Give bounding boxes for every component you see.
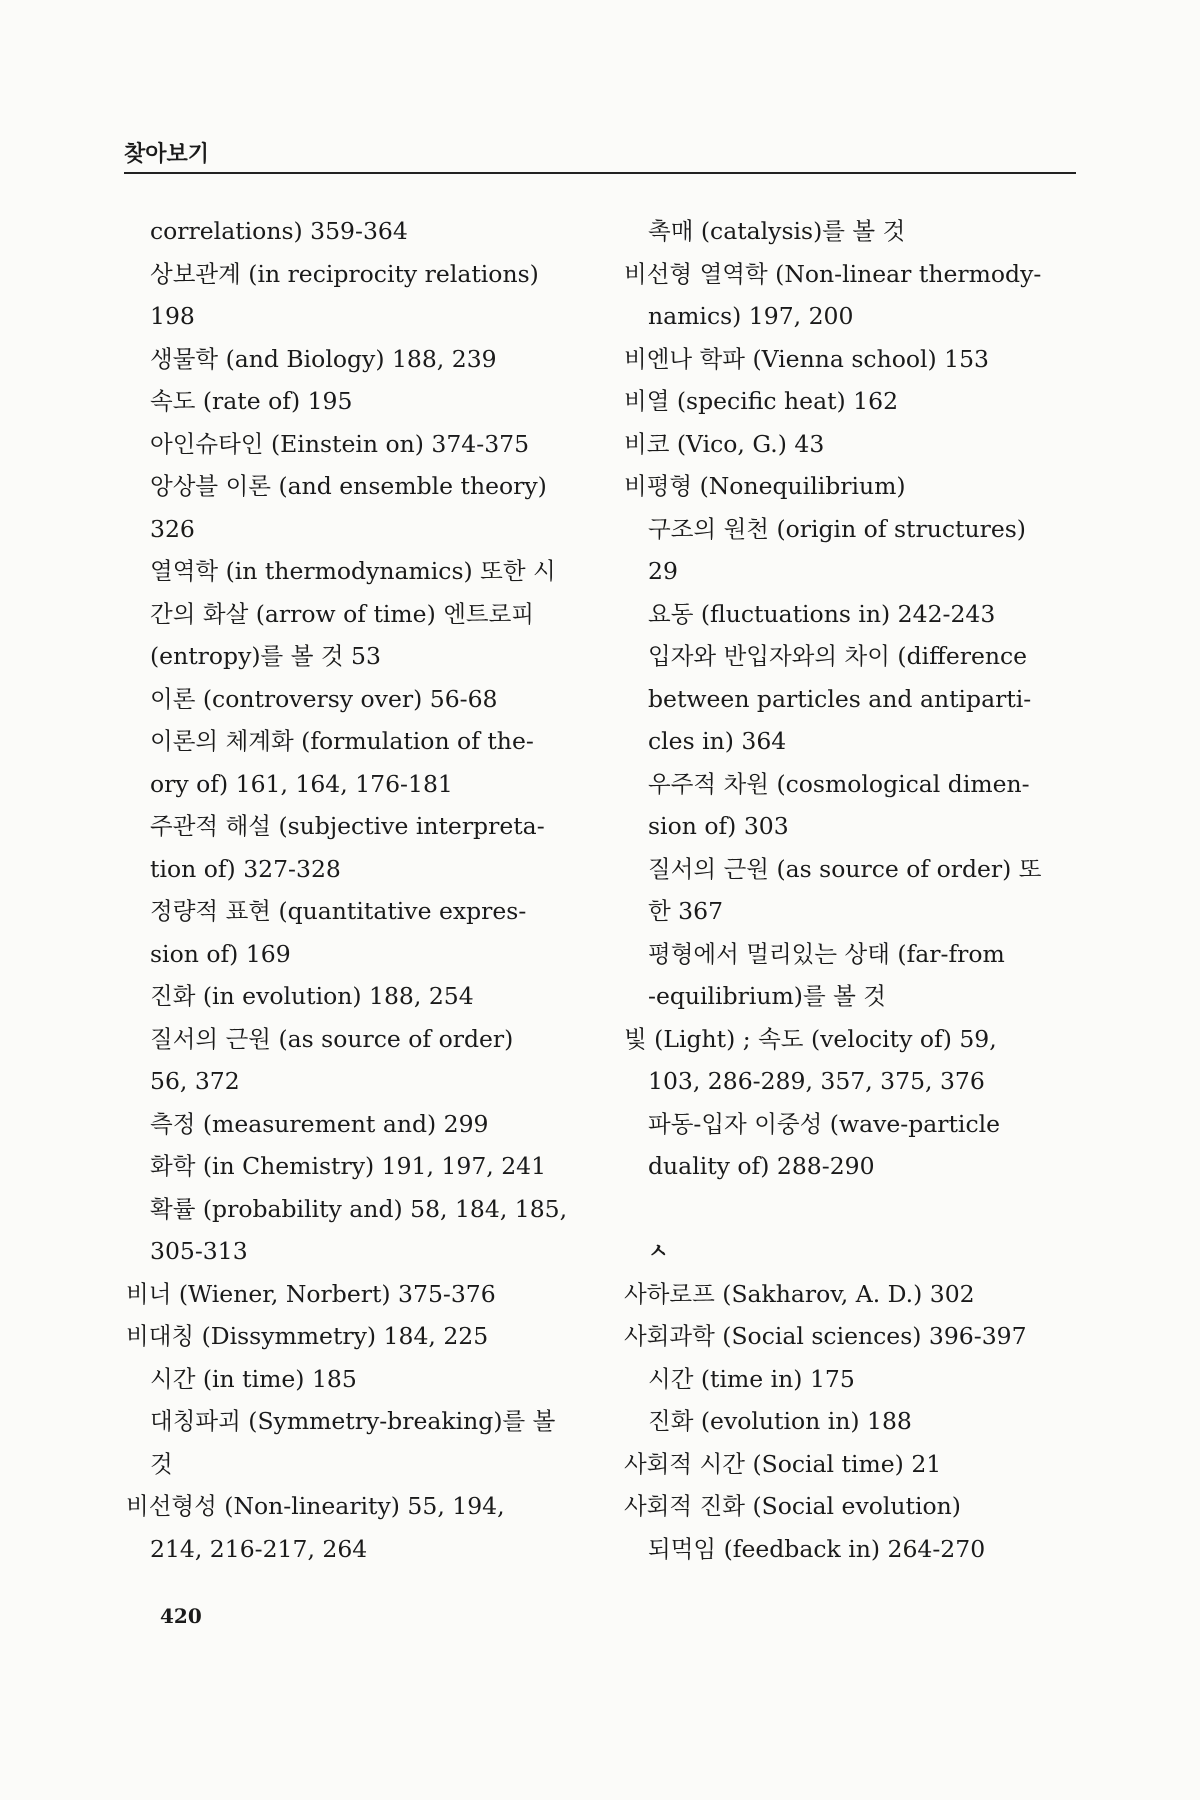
index-entry-line: 이론 (controversy over) 56-68	[150, 684, 498, 713]
index-entry-line: 생물학 (and Biology) 188, 239	[150, 344, 497, 373]
index-entry-line: sion of) 169	[150, 939, 291, 968]
index-entry-line: 측정 (measurement and) 299	[150, 1109, 489, 1138]
index-entry-line: 화학 (in Chemistry) 191, 197, 241	[150, 1152, 547, 1180]
header-title: 찾아보기	[124, 142, 210, 167]
index-entry-line: 대칭파괴 (Symmetry-breaking)를 볼	[150, 1407, 556, 1435]
page-number: 420	[160, 1604, 202, 1628]
index-entry-line: 시간 (time in) 175	[648, 1364, 855, 1393]
index-entry-line: 속도 (rate of) 195	[150, 387, 353, 415]
index-entry-line: 구조의 원천 (origin of structures)	[648, 514, 1026, 543]
index-entry-line: 비선형 열역학 (Non-linear thermody-	[624, 259, 1042, 288]
index-entry-line: -equilibrium)를 볼 것	[648, 982, 886, 1010]
index-entry-line: 103, 286-289, 357, 375, 376	[648, 1067, 985, 1095]
index-entry-line: 사하로프 (Sakharov, A. D.) 302	[624, 1279, 975, 1308]
index-entry-line: 비엔나 학파 (Vienna school) 153	[624, 344, 990, 373]
index-entry-line: 사회적 시간 (Social time) 21	[624, 1449, 942, 1478]
index-left-column	[126, 210, 586, 1570]
index-entry-line: 우주적 차원 (cosmological dimen-	[648, 769, 1030, 798]
index-entry-line: 비열 (specific heat) 162	[624, 387, 899, 415]
index-entry-line: 파동-입자 이중성 (wave-particle	[648, 1109, 1001, 1138]
index-entry-line: 것	[150, 1449, 173, 1478]
index-entry-line: 주관적 해설 (subjective interpreta-	[150, 812, 545, 840]
index-entry-line: (entropy)를 볼 것 53	[150, 642, 381, 670]
index-entry-line: 56, 372	[150, 1067, 240, 1095]
index-entry-line: 정량적 표현 (quantitative expres-	[150, 897, 527, 925]
index-entry-line	[624, 1188, 1080, 1231]
index-entry-line: 촉매 (catalysis)를 볼 것	[648, 217, 906, 245]
running-header	[124, 132, 1076, 174]
index-entry-line: 상보관계 (in reciprocity relations)	[150, 259, 539, 288]
index-entry-line: 비너 (Wiener, Norbert) 375-376	[126, 1279, 496, 1308]
index-entry-line: 한 367	[648, 897, 724, 925]
index-entry-line: 되먹임 (feedback in) 264-270	[648, 1534, 986, 1563]
index-right-column	[624, 210, 1080, 1570]
index-entry-line: 326	[150, 514, 195, 543]
index-entry-line: 이론의 체계화 (formulation of the-	[150, 727, 534, 755]
index-entry-line: 198	[150, 302, 195, 330]
index-entry-line: correlations) 359-364	[150, 217, 408, 245]
index-entry-line: cles in) 364	[648, 727, 787, 755]
index-entry-line: 앙상블 이론 (and ensemble theory)	[150, 472, 547, 500]
index-entry-line: sion of) 303	[648, 812, 789, 840]
index-entry-line: 진화 (evolution in) 188	[648, 1407, 912, 1435]
index-entry-line: 사회과학 (Social sciences) 396-397	[624, 1322, 1027, 1350]
index-entry-line: 질서의 근원 (as source of order)	[150, 1024, 514, 1053]
index-entry-line: 확률 (probability and) 58, 184, 185,	[150, 1194, 568, 1223]
index-entry-line: 비선형성 (Non-linearity) 55, 194,	[126, 1492, 505, 1520]
index-entry-line: 요동 (fluctuations in) 242-243	[648, 599, 996, 628]
index-entry-line: 305-313	[150, 1237, 248, 1265]
index-entry-line: ory of) 161, 164, 176-181	[150, 769, 453, 798]
index-entry-line: between particles and antiparti-	[648, 684, 1032, 713]
index-entry-line: 29	[648, 557, 678, 585]
index-entry-line: 평형에서 멀리있는 상태 (far-from	[648, 939, 1005, 968]
index-entry-line: 열역학 (in thermodynamics) 또한 시	[150, 557, 556, 585]
index-entry-line: 입자와 반입자와의 차이 (difference	[648, 642, 1028, 670]
index-entry-line: duality of) 288-290	[648, 1152, 875, 1180]
index-entry-line: 질서의 근원 (as source of order) 또	[648, 854, 1042, 883]
index-entry-line: 진화 (in evolution) 188, 254	[150, 982, 474, 1010]
index-entry-line: 214, 216-217, 264	[150, 1534, 368, 1563]
index-entry-line: 비평형 (Nonequilibrium)	[624, 472, 906, 500]
index-entry-line: 사회적 진화 (Social evolution)	[624, 1492, 961, 1520]
index-entry-line: 빛 (Light) ; 속도 (velocity of) 59,	[624, 1024, 997, 1053]
index-entry-line: 시간 (in time) 185	[150, 1364, 357, 1393]
index-entry-line: 아인슈타인 (Einstein on) 374-375	[150, 429, 530, 458]
index-entry-line: namics) 197, 200	[648, 302, 854, 330]
index-entry-line: 비대칭 (Dissymmetry) 184, 225	[126, 1322, 489, 1350]
index-entry-line: 간의 화살 (arrow of time) 엔트로피	[150, 599, 535, 628]
section-letter: ㅅ	[648, 1239, 669, 1263]
index-entry-line: 비코 (Vico, G.) 43	[624, 429, 825, 458]
index-entry-line: tion of) 327-328	[150, 854, 341, 883]
